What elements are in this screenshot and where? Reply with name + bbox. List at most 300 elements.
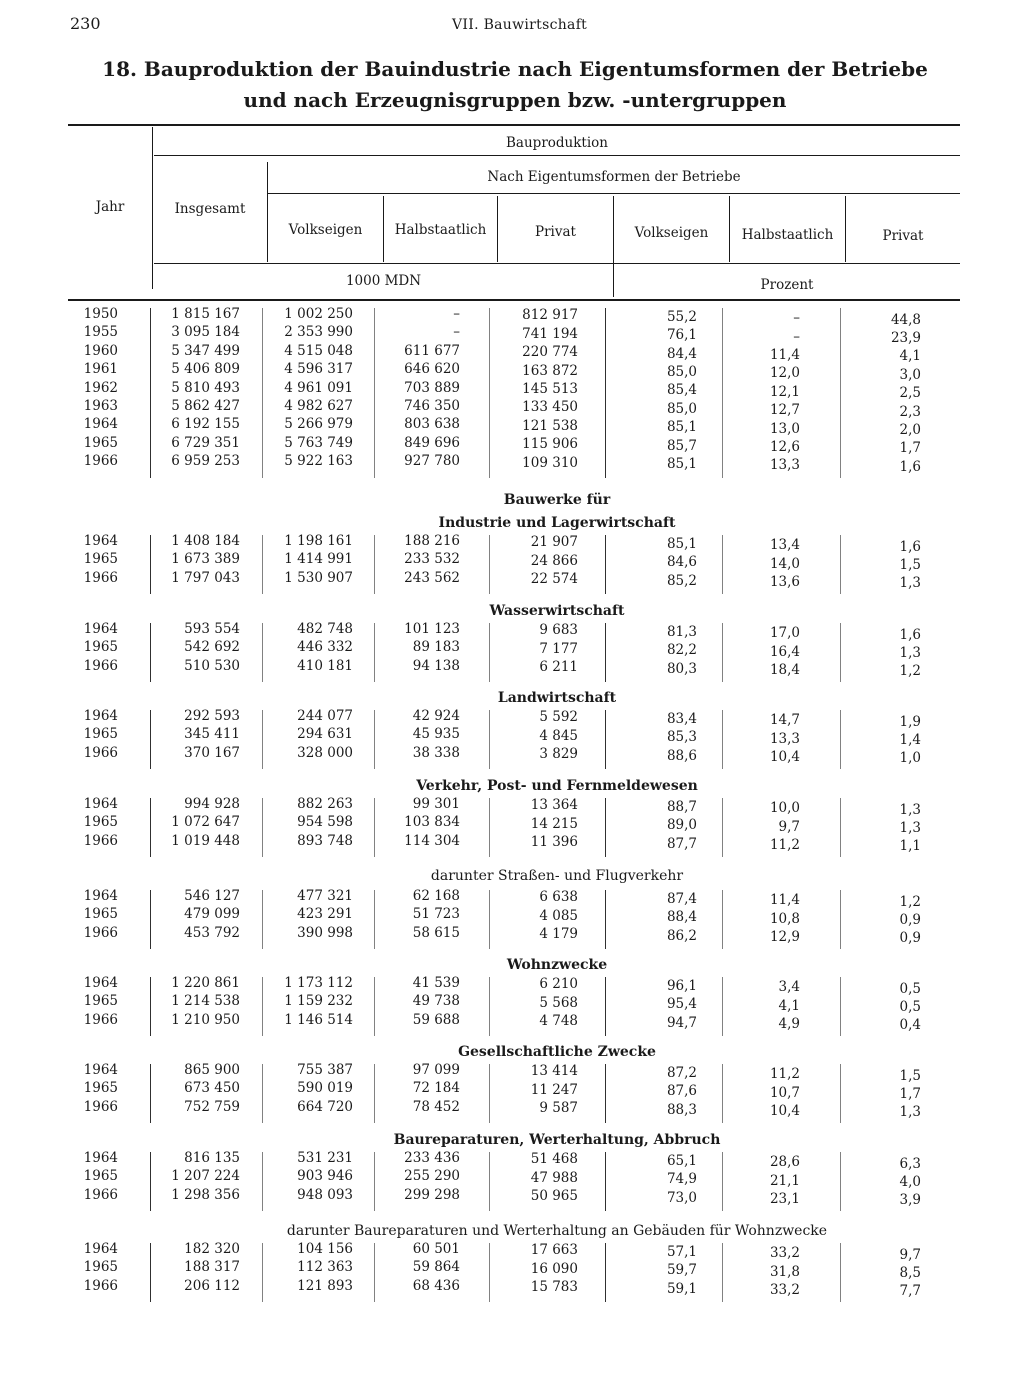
data-cell: 85,0 bbox=[666, 364, 697, 380]
data-cell: 58 615 bbox=[412, 924, 460, 941]
data-cell: 88,6 bbox=[666, 747, 697, 764]
data-cell: 423 291 bbox=[297, 906, 353, 923]
data-cell: 85,2 bbox=[666, 572, 697, 589]
data-cell: 133 450 bbox=[522, 399, 578, 416]
data-cell: 80,3 bbox=[666, 660, 697, 677]
data-cell: 3,0 bbox=[899, 366, 921, 383]
data-cell: 188 317 bbox=[184, 1259, 240, 1276]
data-cell: 38 338 bbox=[412, 744, 460, 761]
data-cell: 3,4 bbox=[778, 979, 800, 996]
row-year: 1965 bbox=[83, 993, 118, 1010]
data-cell: 1,3 bbox=[899, 801, 921, 818]
data-cell: 1 210 950 bbox=[171, 1011, 240, 1028]
data-cell: 97 099 bbox=[412, 1062, 460, 1078]
data-cell: 76,1 bbox=[666, 327, 697, 344]
col-header-eigentumsformen: Nach Eigentumsformen der Betriebe bbox=[487, 169, 741, 185]
data-cell: 390 998 bbox=[297, 924, 353, 941]
data-cell: 65,1 bbox=[666, 1152, 697, 1169]
row-year: 1950 bbox=[83, 306, 118, 322]
data-cell: 51 723 bbox=[412, 906, 460, 923]
section-subtitle: Industrie und Lagerwirtschaft bbox=[438, 515, 676, 531]
data-cell: 233 532 bbox=[404, 551, 460, 568]
row-year: 1966 bbox=[83, 657, 118, 674]
data-cell: 1 220 861 bbox=[171, 975, 240, 991]
data-cell: 10,4 bbox=[769, 749, 800, 765]
row-year: 1964 bbox=[83, 796, 118, 812]
running-title: VII. Bauwirtschaft bbox=[452, 17, 588, 33]
row-year: 1966 bbox=[83, 569, 118, 586]
data-cell: 233 436 bbox=[404, 1150, 460, 1166]
data-cell: 95,4 bbox=[666, 996, 697, 1013]
data-cell: 4,9 bbox=[778, 1016, 800, 1032]
section-title: Gesellschaftliche Zwecke bbox=[458, 1044, 656, 1060]
data-cell: 345 411 bbox=[184, 726, 240, 743]
data-cell: 1 214 538 bbox=[171, 993, 240, 1010]
unit-label-mdn: 1000 MDN bbox=[345, 273, 422, 289]
data-cell: 115 906 bbox=[522, 436, 578, 453]
data-cell: 10,7 bbox=[769, 1084, 800, 1101]
data-cell: 531 231 bbox=[297, 1150, 353, 1166]
row-year: 1955 bbox=[83, 324, 118, 341]
row-year: 1964 bbox=[83, 621, 118, 637]
data-cell: 6 210 bbox=[539, 976, 578, 993]
data-cell: 86,2 bbox=[666, 927, 697, 944]
row-year: 1964 bbox=[83, 1150, 118, 1166]
data-cell: 10,4 bbox=[769, 1103, 800, 1119]
data-cell: 23,9 bbox=[890, 330, 921, 346]
data-cell: 57,1 bbox=[666, 1243, 697, 1260]
data-cell: 94,7 bbox=[666, 1014, 697, 1031]
data-cell: 1 207 224 bbox=[171, 1168, 240, 1185]
data-cell: 0,9 bbox=[899, 912, 921, 928]
data-cell: 1,5 bbox=[899, 557, 921, 573]
data-cell: 13,3 bbox=[769, 457, 800, 474]
section-title: Bauwerke für bbox=[503, 492, 611, 508]
header-top-rule bbox=[68, 124, 960, 126]
data-cell: 803 638 bbox=[404, 416, 460, 433]
data-cell: 13,4 bbox=[769, 537, 800, 554]
row-year: 1966 bbox=[83, 832, 118, 849]
data-cell: 6 729 351 bbox=[171, 434, 240, 451]
col-header-halbstaatlich: Halbstaatlich bbox=[394, 222, 487, 238]
data-cell: 21 907 bbox=[530, 534, 578, 551]
data-cell: 15 783 bbox=[530, 1279, 578, 1296]
data-cell: 746 350 bbox=[404, 398, 460, 414]
data-cell: 752 759 bbox=[184, 1098, 240, 1115]
data-cell: 4,1 bbox=[778, 997, 800, 1014]
data-cell: 1,5 bbox=[899, 1067, 921, 1084]
row-year: 1965 bbox=[83, 726, 118, 743]
row-year: 1965 bbox=[83, 434, 118, 451]
data-cell: 114 304 bbox=[404, 832, 460, 849]
data-cell: 4 085 bbox=[539, 907, 578, 924]
data-cell: 59 864 bbox=[412, 1259, 460, 1276]
data-cell: 816 135 bbox=[184, 1150, 240, 1166]
data-cell: 4,0 bbox=[899, 1174, 921, 1190]
row-year: 1966 bbox=[83, 1098, 118, 1115]
data-cell: 370 167 bbox=[184, 744, 240, 761]
data-cell: 12,9 bbox=[769, 929, 800, 945]
data-cell: 109 310 bbox=[522, 454, 578, 471]
data-cell: 1 198 161 bbox=[284, 533, 353, 549]
data-cell: 13,0 bbox=[769, 420, 800, 437]
data-cell: 903 946 bbox=[297, 1168, 353, 1185]
data-cell: 14,0 bbox=[769, 555, 800, 572]
data-cell: 84,6 bbox=[666, 554, 697, 571]
row-year: 1965 bbox=[83, 906, 118, 923]
data-cell: 1 414 991 bbox=[284, 551, 353, 568]
row-year: 1964 bbox=[83, 416, 118, 433]
data-cell: 62 168 bbox=[412, 888, 460, 904]
data-cell: 590 019 bbox=[297, 1080, 353, 1097]
data-cell: 10,8 bbox=[769, 910, 800, 927]
data-cell: 59,1 bbox=[666, 1280, 697, 1297]
section-title: Wohnzwecke bbox=[506, 957, 608, 973]
data-cell: 994 928 bbox=[184, 796, 240, 812]
data-cell: 23,1 bbox=[769, 1191, 800, 1207]
data-cell: 121 538 bbox=[522, 417, 578, 434]
data-cell: 1,3 bbox=[899, 645, 921, 661]
col-header-privat-pct: Privat bbox=[882, 228, 924, 244]
row-year: 1965 bbox=[83, 1080, 118, 1097]
data-cell: 11 247 bbox=[530, 1081, 578, 1098]
row-year: 1966 bbox=[83, 1277, 118, 1294]
data-cell: 3,9 bbox=[899, 1192, 921, 1209]
data-cell: 893 748 bbox=[297, 832, 353, 849]
row-year: 1966 bbox=[83, 744, 118, 761]
col-header-insgesamt: Insgesamt bbox=[174, 201, 246, 217]
row-year: 1964 bbox=[83, 533, 118, 549]
row-year: 1966 bbox=[83, 1186, 118, 1203]
data-cell: 1,2 bbox=[899, 893, 921, 910]
data-cell: 328 000 bbox=[297, 744, 353, 761]
data-cell: 78 452 bbox=[412, 1098, 460, 1115]
data-cell: 13,3 bbox=[769, 730, 800, 747]
row-year: 1964 bbox=[83, 708, 118, 724]
data-cell: 927 780 bbox=[404, 453, 460, 470]
table-title-line-1: 18. Bauproduktion der Bauindustrie nach Eigentumsformen der Betriebe bbox=[102, 57, 928, 81]
data-cell: 2 353 990 bbox=[284, 324, 353, 341]
data-cell: 5 347 499 bbox=[171, 342, 240, 359]
data-cell: 1,7 bbox=[899, 440, 921, 457]
data-cell: 1 298 356 bbox=[171, 1186, 240, 1203]
data-cell: 88,4 bbox=[666, 909, 697, 926]
header-bottom-rule bbox=[68, 299, 960, 301]
col-header-bauproduktion: Bauproduktion bbox=[506, 135, 608, 151]
row-year: 1965 bbox=[83, 1259, 118, 1276]
data-cell: 244 077 bbox=[297, 708, 353, 724]
col-header-jahr: Jahr bbox=[95, 199, 125, 215]
data-cell: 4 515 048 bbox=[284, 342, 353, 359]
row-year: 1965 bbox=[83, 814, 118, 831]
data-cell: 593 554 bbox=[184, 621, 240, 637]
data-cell: 11,2 bbox=[769, 1066, 800, 1083]
data-cell: 60 501 bbox=[412, 1241, 460, 1257]
data-cell: 882 263 bbox=[297, 796, 353, 812]
data-cell: 611 677 bbox=[404, 342, 460, 359]
col-header-privat: Privat bbox=[535, 224, 576, 240]
data-cell: 13 364 bbox=[530, 797, 578, 814]
data-cell: 1,1 bbox=[899, 838, 921, 855]
section-title: darunter Baureparaturen und Werterhaltung an Gebäuden für Wohnzwecke bbox=[286, 1223, 828, 1239]
section-title: Baureparaturen, Werterhaltung, Abbruch bbox=[393, 1132, 721, 1148]
col-header-volkseigen: Volkseigen bbox=[288, 222, 363, 238]
data-cell: 220 774 bbox=[522, 344, 578, 361]
data-cell: 49 738 bbox=[412, 993, 460, 1010]
data-cell: 50 965 bbox=[530, 1188, 578, 1205]
data-cell: 9 683 bbox=[539, 622, 578, 639]
data-cell: 14 215 bbox=[530, 815, 578, 832]
data-cell: 1 815 167 bbox=[171, 306, 240, 322]
data-cell: 18,4 bbox=[769, 662, 800, 678]
data-cell: 99 301 bbox=[412, 796, 460, 812]
data-cell: 10,0 bbox=[769, 800, 800, 817]
data-cell: 12,6 bbox=[769, 439, 800, 455]
data-cell: 51 468 bbox=[530, 1151, 578, 1168]
data-cell: 87,6 bbox=[666, 1083, 697, 1100]
data-cell: 47 988 bbox=[530, 1169, 578, 1186]
data-cell: 292 593 bbox=[184, 708, 240, 724]
data-cell: 104 156 bbox=[297, 1241, 353, 1257]
data-cell: 94 138 bbox=[412, 657, 460, 674]
data-cell: 3 095 184 bbox=[171, 324, 240, 341]
row-year: 1966 bbox=[83, 1011, 118, 1028]
data-cell: 6 192 155 bbox=[171, 416, 240, 433]
data-cell: 85,1 bbox=[666, 456, 697, 472]
data-cell: 85,1 bbox=[666, 535, 697, 552]
data-cell: 8,5 bbox=[899, 1265, 921, 1281]
header-rule-bauproduktion bbox=[154, 155, 960, 156]
data-cell: 954 598 bbox=[297, 814, 353, 831]
data-cell: 703 889 bbox=[404, 379, 460, 396]
data-cell: 85,1 bbox=[666, 419, 697, 436]
data-cell: 4 179 bbox=[539, 926, 578, 943]
header-rule-units bbox=[154, 263, 960, 264]
data-cell: 13 414 bbox=[530, 1063, 578, 1080]
data-cell: 5 592 bbox=[539, 709, 578, 726]
data-cell: 2,5 bbox=[899, 385, 921, 402]
data-cell: 22 574 bbox=[530, 571, 578, 588]
data-cell: 646 620 bbox=[404, 361, 460, 378]
data-cell: 299 298 bbox=[404, 1186, 460, 1203]
data-cell: 12,0 bbox=[769, 365, 800, 382]
data-cell: 82,2 bbox=[666, 642, 697, 659]
data-cell: 5 763 749 bbox=[284, 434, 353, 451]
row-year: 1960 bbox=[83, 342, 118, 359]
data-cell: 1,0 bbox=[899, 750, 921, 767]
data-cell: 14,7 bbox=[769, 712, 800, 729]
data-cell: 11,2 bbox=[769, 837, 800, 853]
data-cell: 89 183 bbox=[412, 639, 460, 656]
row-year: 1961 bbox=[83, 361, 118, 378]
data-cell: 17 663 bbox=[530, 1242, 578, 1259]
data-cell: 3 829 bbox=[539, 746, 578, 763]
data-cell: 21,1 bbox=[769, 1172, 800, 1189]
data-cell: 0,5 bbox=[899, 999, 921, 1015]
data-cell: 243 562 bbox=[404, 569, 460, 586]
data-cell: – bbox=[453, 324, 460, 341]
data-cell: 410 181 bbox=[297, 657, 353, 674]
data-cell: 206 112 bbox=[184, 1277, 240, 1294]
data-cell: 812 917 bbox=[522, 307, 578, 324]
data-cell: 88,7 bbox=[666, 798, 697, 815]
data-cell: 9 587 bbox=[539, 1100, 578, 1117]
data-cell: 482 748 bbox=[297, 621, 353, 637]
data-cell: 33,2 bbox=[769, 1282, 800, 1298]
data-cell: 87,7 bbox=[666, 835, 697, 852]
data-cell: 121 893 bbox=[297, 1277, 353, 1294]
data-cell: 446 332 bbox=[297, 639, 353, 656]
data-cell: 11 396 bbox=[530, 834, 578, 851]
col-header-volkseigen-pct: Volkseigen bbox=[634, 225, 709, 241]
data-cell: 479 099 bbox=[184, 906, 240, 923]
data-cell: 145 513 bbox=[522, 381, 578, 397]
row-year: 1965 bbox=[83, 551, 118, 568]
data-cell: 1,2 bbox=[899, 663, 921, 680]
data-cell: 96,1 bbox=[666, 977, 697, 994]
data-cell: 1 002 250 bbox=[284, 306, 353, 322]
data-cell: 741 194 bbox=[522, 325, 578, 342]
data-cell: 1 408 184 bbox=[171, 533, 240, 549]
data-cell: 31,8 bbox=[769, 1263, 800, 1280]
data-cell: 24 866 bbox=[530, 552, 578, 569]
data-cell: 1 173 112 bbox=[284, 975, 353, 991]
data-cell: 41 539 bbox=[412, 975, 460, 991]
data-cell: 255 290 bbox=[404, 1168, 460, 1185]
data-cell: 4 982 627 bbox=[284, 398, 353, 414]
data-cell: 84,4 bbox=[666, 345, 697, 362]
data-cell: 1,7 bbox=[899, 1086, 921, 1102]
data-cell: 1,9 bbox=[899, 713, 921, 730]
row-year: 1964 bbox=[83, 975, 118, 991]
data-cell: – bbox=[793, 328, 800, 345]
data-cell: 1 797 043 bbox=[171, 569, 240, 586]
data-cell: 4 596 317 bbox=[284, 361, 353, 378]
data-cell: 4 845 bbox=[539, 727, 578, 744]
data-cell: 4,1 bbox=[899, 348, 921, 365]
data-cell: 4 961 091 bbox=[284, 379, 353, 396]
row-year: 1964 bbox=[83, 888, 118, 904]
data-cell: 9,7 bbox=[899, 1246, 921, 1263]
data-cell: 85,7 bbox=[666, 437, 697, 454]
data-cell: 9,7 bbox=[778, 818, 800, 835]
data-cell: 6 211 bbox=[539, 659, 578, 676]
data-cell: 85,0 bbox=[666, 400, 697, 417]
data-cell: 2,3 bbox=[899, 403, 921, 420]
data-cell: 6 959 253 bbox=[171, 453, 240, 470]
row-year: 1965 bbox=[83, 1168, 118, 1185]
data-cell: 948 093 bbox=[297, 1186, 353, 1203]
data-cell: 87,4 bbox=[666, 890, 697, 907]
data-cell: 163 872 bbox=[522, 362, 578, 379]
data-cell: 1 019 448 bbox=[171, 832, 240, 849]
row-year: 1964 bbox=[83, 1241, 118, 1257]
data-cell: 7 177 bbox=[539, 640, 578, 657]
data-cell: 182 320 bbox=[184, 1241, 240, 1257]
data-cell: 5 406 809 bbox=[171, 361, 240, 378]
data-cell: 101 123 bbox=[404, 621, 460, 637]
data-cell: 510 530 bbox=[184, 657, 240, 674]
data-cell: 13,6 bbox=[769, 574, 800, 590]
data-cell: – bbox=[453, 306, 460, 322]
data-cell: 546 127 bbox=[184, 888, 240, 904]
data-cell: – bbox=[793, 310, 800, 327]
data-cell: 0,9 bbox=[899, 930, 921, 947]
data-cell: 542 692 bbox=[184, 639, 240, 656]
data-cell: 85,4 bbox=[666, 382, 697, 399]
data-cell: 81,3 bbox=[666, 623, 697, 640]
data-cell: 85,3 bbox=[666, 729, 697, 746]
data-cell: 88,3 bbox=[666, 1101, 697, 1118]
data-cell: 17,0 bbox=[769, 625, 800, 642]
data-cell: 5 862 427 bbox=[171, 398, 240, 414]
data-cell: 1,3 bbox=[899, 575, 921, 592]
data-cell: 16,4 bbox=[769, 643, 800, 660]
data-cell: 33,2 bbox=[769, 1245, 800, 1262]
data-cell: 477 321 bbox=[297, 888, 353, 904]
data-cell: 74,9 bbox=[666, 1171, 697, 1188]
section-title: Wasserwirtschaft bbox=[489, 603, 625, 619]
data-cell: 2,0 bbox=[899, 422, 921, 438]
data-cell: 1,3 bbox=[899, 820, 921, 836]
data-cell: 5 266 979 bbox=[284, 416, 353, 433]
data-cell: 59 688 bbox=[412, 1011, 460, 1028]
data-cell: 188 216 bbox=[404, 533, 460, 549]
header-rule-eigentumsformen bbox=[268, 193, 960, 194]
section-title: darunter Straßen- und Flugverkehr bbox=[430, 868, 684, 884]
unit-label-prozent: Prozent bbox=[760, 277, 814, 293]
data-cell: 73,0 bbox=[666, 1189, 697, 1206]
data-cell: 0,4 bbox=[899, 1017, 921, 1034]
data-cell: 1 673 389 bbox=[171, 551, 240, 568]
data-cell: 755 387 bbox=[297, 1062, 353, 1078]
data-cell: 453 792 bbox=[184, 924, 240, 941]
data-cell: 16 090 bbox=[530, 1260, 578, 1277]
data-cell: 1 146 514 bbox=[284, 1011, 353, 1028]
data-cell: 865 900 bbox=[184, 1062, 240, 1078]
data-cell: 89,0 bbox=[666, 817, 697, 834]
data-cell: 6,3 bbox=[899, 1155, 921, 1172]
data-cell: 664 720 bbox=[297, 1098, 353, 1115]
data-cell: 1,6 bbox=[899, 458, 921, 475]
data-cell: 1,3 bbox=[899, 1104, 921, 1121]
section-title: Landwirtschaft bbox=[497, 690, 617, 706]
data-cell: 28,6 bbox=[769, 1154, 800, 1171]
data-cell: 5 568 bbox=[539, 994, 578, 1011]
row-year: 1964 bbox=[83, 1062, 118, 1078]
row-year: 1966 bbox=[83, 453, 118, 470]
data-cell: 11,4 bbox=[769, 892, 800, 909]
data-cell: 12,7 bbox=[769, 402, 800, 419]
row-year: 1962 bbox=[83, 379, 118, 396]
row-year: 1966 bbox=[83, 924, 118, 941]
data-cell: 83,4 bbox=[666, 710, 697, 727]
data-cell: 68 436 bbox=[412, 1277, 460, 1294]
data-cell: 4 748 bbox=[539, 1013, 578, 1030]
data-cell: 294 631 bbox=[297, 726, 353, 743]
data-cell: 11,4 bbox=[769, 347, 800, 363]
data-cell: 1,6 bbox=[899, 538, 921, 555]
row-year: 1965 bbox=[83, 639, 118, 656]
col-header-halbstaatlich-pct: Halbstaatlich bbox=[741, 227, 834, 243]
data-cell: 5 922 163 bbox=[284, 453, 353, 470]
data-cell: 1 072 647 bbox=[171, 814, 240, 831]
data-cell: 6 638 bbox=[539, 889, 578, 906]
data-cell: 1 530 907 bbox=[284, 569, 353, 586]
data-cell: 55,2 bbox=[666, 308, 697, 325]
data-cell: 42 924 bbox=[412, 708, 460, 724]
data-cell: 849 696 bbox=[404, 434, 460, 451]
